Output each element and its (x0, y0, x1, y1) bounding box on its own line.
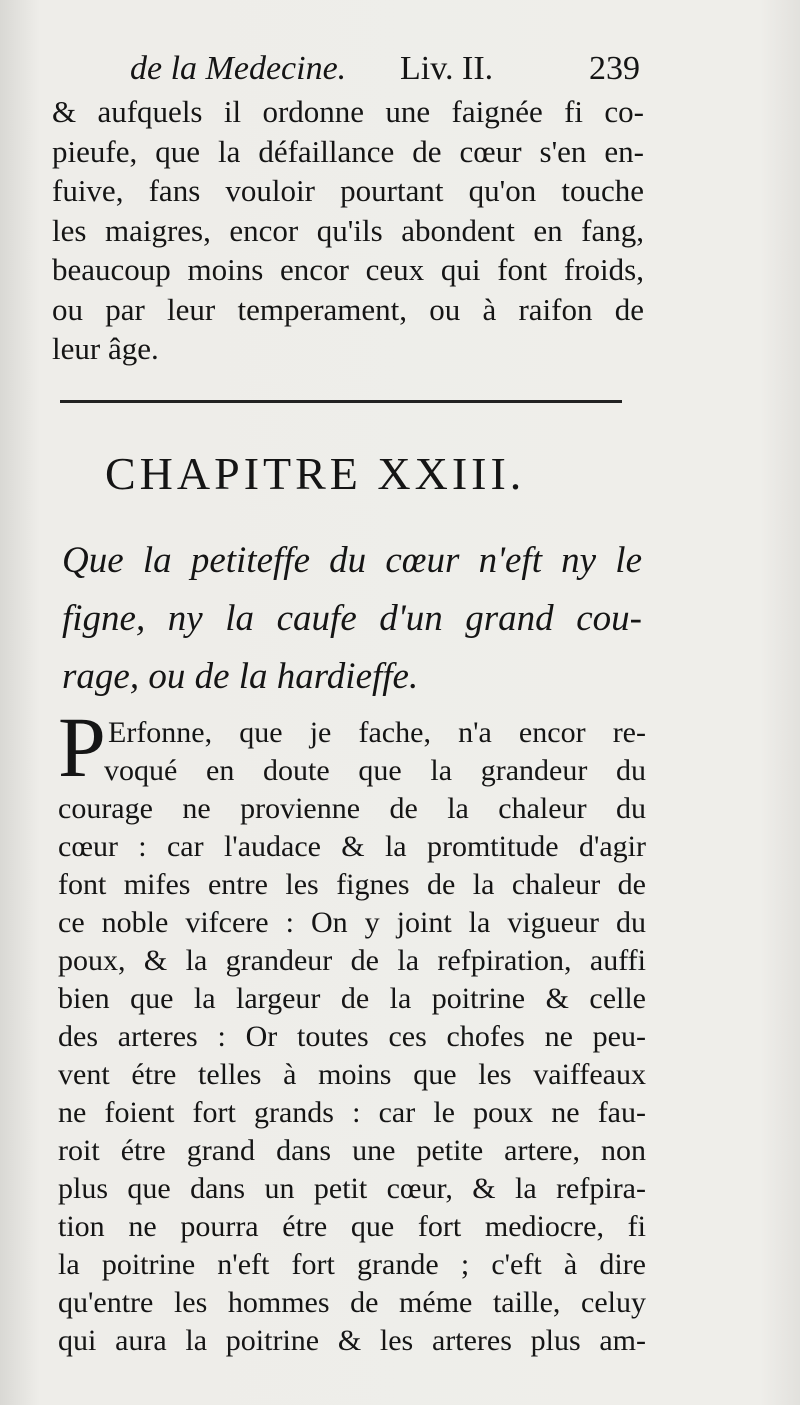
body-line: font mifes entre les fignes de la chaleur de (58, 868, 646, 901)
chapter-title: CHAPITRE XXIII. (105, 448, 526, 499)
running-title: de la Medecine. (130, 50, 347, 87)
intro-line: leur âge. (52, 331, 159, 366)
body-line: ne foient fort grands : car le poux ne fau- (58, 1096, 646, 1129)
body-line: cœur : car l'audace & la promtitude d'agir (58, 830, 646, 863)
intro-line: pieufe, que la défaillance de cœur s'en en- (52, 133, 644, 169)
intro-line: ou par leur temperament, ou à raifon de (52, 291, 644, 327)
body-line: la poitrine n'eft fort grande ; c'eft à dire (58, 1248, 646, 1281)
chapter-subtitle (62, 532, 642, 706)
chapter-body (58, 714, 646, 1360)
body-line: tion ne pourra étre que fort mediocre, fi (58, 1210, 646, 1243)
body-line: Erfonne, que je fache, n'a encor re- (108, 716, 646, 749)
body-line: qui aura la poitrine & les arteres plus am- (58, 1324, 646, 1357)
subtitle-line: figne, ny la caufe d'un grand cou- (62, 598, 642, 639)
body-line: voqué en doute que la grandeur du (104, 754, 646, 787)
subtitle-line: Que la petiteffe du cœur n'eft ny le (62, 540, 642, 581)
subtitle-line: rage, ou de la hardieffe. (62, 656, 419, 697)
book-part-label: Liv. II. (400, 50, 494, 87)
body-line: courage ne provienne de la chaleur du (58, 792, 646, 825)
intro-line: beaucoup moins encor ceux qui font froids, (52, 252, 644, 287)
section-divider (60, 400, 622, 403)
intro-paragraph (52, 92, 644, 369)
body-line: des arteres : Or toutes ces chofes ne peu- (58, 1020, 646, 1053)
intro-line: les maigres, encor qu'ils abondent en fang, (52, 212, 644, 248)
body-line: bien que la largeur de la poitrine & celle (58, 982, 646, 1015)
body-line: plus que dans un petit cœur, & la refpira- (58, 1172, 646, 1205)
intro-line: fuive, fans vouloir pourtant qu'on touche (52, 173, 644, 208)
body-line: roit étre grand dans une petite artere, non (58, 1134, 646, 1167)
body-line: qu'entre les hommes de méme taille, celuy (58, 1286, 646, 1319)
intro-line: & aufquels il ordonne une faignée fi co- (52, 94, 644, 129)
body-line: ce noble vifcere : On y joint la vigueur du (58, 906, 646, 939)
drop-cap: P (58, 699, 106, 795)
page-header (130, 50, 640, 90)
body-line: vent étre telles à moins que les vaiffeaux (58, 1058, 646, 1091)
page-number: 239 (589, 50, 640, 87)
body-line: poux, & la grandeur de la refpiration, auffi (58, 944, 646, 977)
